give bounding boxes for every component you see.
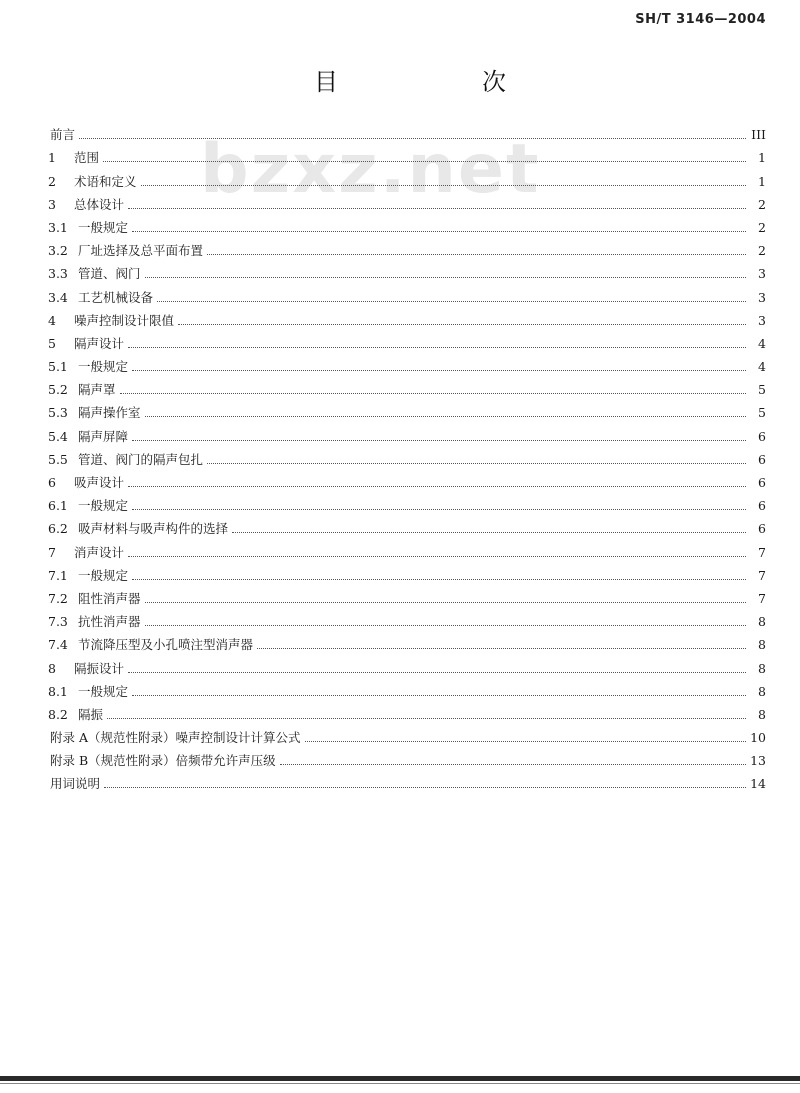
toc-entry[interactable] [48, 120, 766, 143]
toc-entry[interactable] [48, 700, 766, 723]
toc-entry-page: 5 [758, 382, 766, 398]
toc-entry[interactable] [48, 190, 766, 213]
toc-entry-page: 6 [758, 428, 766, 444]
toc-leader-dots [128, 671, 746, 673]
toc-leader-dots [128, 485, 746, 487]
toc-entry-number: 3.2 [48, 243, 68, 259]
toc-entry-page: III [751, 127, 766, 143]
toc-entry-number: 3.1 [48, 219, 68, 235]
toc-entry-title: 附录 A（规范性附录）噪声控制设计计算公式 [50, 730, 301, 746]
toc-leader-dots [132, 578, 746, 580]
toc-entry[interactable] [48, 143, 766, 166]
toc-leader-dots [120, 392, 746, 394]
toc-entry-title: 附录 B（规范性附录）倍频带允许声压级 [50, 753, 276, 769]
toc-leader-dots [103, 160, 746, 162]
toc-entry[interactable] [48, 514, 766, 537]
toc-entry-number: 5 [48, 335, 56, 351]
toc-leader-dots [132, 369, 746, 371]
toc-entry-number: 6 [48, 475, 56, 490]
toc-entry[interactable] [48, 398, 766, 421]
toc-entry-number: 8.2 [48, 706, 68, 722]
toc-entry-title: 隔振 [78, 706, 104, 722]
toc-entry-title: 隔声设计 [74, 335, 125, 351]
toc-entry-page: 4 [758, 359, 766, 375]
toc-entry-page: 1 [758, 150, 766, 166]
toc-entry-title: 消声设计 [74, 544, 125, 560]
toc-entry[interactable] [48, 723, 766, 746]
toc-entry-number: 7.3 [48, 614, 68, 630]
toc-entry-page: 6 [758, 451, 766, 467]
toc-entry-number: 5.2 [48, 382, 68, 398]
toc-entry-page: 2 [758, 219, 766, 235]
toc-entry[interactable] [48, 329, 766, 352]
toc-entry-title: 一般规定 [78, 498, 129, 514]
table-of-contents [48, 120, 766, 792]
toc-entry-title: 总体设计 [74, 196, 125, 212]
toc-leader-dots [128, 207, 746, 209]
toc-entry-page: 10 [750, 730, 766, 746]
toc-entry-page: 3 [758, 266, 766, 282]
toc-entry-title: 阻性消声器 [78, 590, 141, 606]
toc-entry-number: 3.3 [48, 266, 68, 282]
toc-entry-title: 吸声设计 [74, 475, 125, 490]
toc-entry-title: 工艺机械设备 [78, 289, 154, 305]
footer-rule-thin [0, 1083, 800, 1084]
toc-leader-dots [145, 415, 746, 417]
toc-leader-dots [257, 647, 746, 649]
toc-entry-title: 节流降压型及小孔喷注型消声器 [78, 637, 254, 653]
toc-entry-title: 噪声控制设计限值 [74, 312, 175, 328]
toc-leader-dots [132, 694, 746, 696]
toc-entry[interactable] [48, 166, 766, 189]
toc-entry[interactable] [48, 653, 766, 676]
toc-entry-title: 抗性消声器 [78, 614, 141, 630]
toc-entry-number: 7.1 [48, 567, 68, 583]
toc-entry[interactable] [48, 468, 766, 491]
toc-entry-page: 2 [758, 196, 766, 212]
toc-entry-title: 隔声屏障 [78, 428, 129, 444]
toc-leader-dots [145, 624, 746, 626]
toc-entry-title: 一般规定 [78, 567, 129, 583]
toc-entry-number: 5.5 [48, 451, 68, 467]
toc-entry-page: 7 [758, 544, 766, 560]
toc-entry-number: 7 [48, 544, 56, 560]
toc-entry-number: 6.1 [48, 498, 68, 514]
toc-entry-title: 一般规定 [78, 219, 129, 235]
toc-leader-dots [157, 300, 746, 302]
toc-entry-page: 8 [758, 683, 766, 699]
toc-leader-dots [104, 786, 746, 788]
toc-entry[interactable] [48, 445, 766, 468]
toc-entry[interactable] [48, 306, 766, 329]
toc-entry-title: 厂址选择及总平面布置 [78, 243, 204, 259]
toc-entry-number: 7.4 [48, 637, 68, 653]
toc-entry-page: 2 [758, 243, 766, 259]
toc-entry[interactable] [48, 607, 766, 630]
toc-leader-dots [141, 184, 746, 186]
toc-entry[interactable] [48, 491, 766, 514]
toc-entry-number: 1 [48, 150, 56, 166]
toc-entry-number: 4 [48, 312, 56, 328]
toc-entry-page: 8 [758, 706, 766, 722]
toc-entry-title: 隔声操作室 [78, 405, 141, 421]
toc-entry-number: 5.4 [48, 428, 68, 444]
footer-rule [0, 1076, 800, 1081]
page-title [0, 62, 800, 96]
toc-entry[interactable] [48, 375, 766, 398]
toc-entry-number: 3 [48, 196, 56, 212]
toc-entry-title: 管道、阀门的隔声包扎 [78, 451, 204, 467]
toc-leader-dots [132, 508, 746, 510]
toc-entry-page: 7 [758, 567, 766, 583]
toc-entry-number: 8.1 [48, 683, 68, 699]
toc-entry-page: 7 [758, 590, 766, 606]
toc-leader-dots [207, 253, 746, 255]
toc-leader-dots [107, 717, 746, 719]
toc-leader-dots [178, 323, 746, 325]
toc-leader-dots [128, 555, 746, 557]
toc-entry-number: 7.2 [48, 590, 68, 606]
toc-entry-number: 2 [48, 173, 56, 189]
toc-entry-number: 6.2 [48, 521, 68, 537]
toc-entry[interactable] [48, 537, 766, 560]
toc-leader-dots [128, 346, 746, 348]
toc-entry-number: 3.4 [48, 289, 68, 305]
toc-entry-title: 隔振设计 [74, 660, 125, 676]
toc-entry-title: 一般规定 [78, 683, 129, 699]
toc-entry[interactable] [48, 282, 766, 305]
toc-leader-dots [79, 137, 746, 139]
toc-entry-page: 1 [758, 173, 766, 189]
toc-entry-page: 3 [758, 312, 766, 328]
toc-entry[interactable] [48, 584, 766, 607]
toc-entry-title: 范围 [74, 150, 100, 166]
toc-leader-dots [280, 763, 746, 765]
toc-leader-dots [132, 230, 746, 232]
toc-leader-dots [207, 462, 746, 464]
toc-leader-dots [232, 531, 746, 533]
toc-entry-title: 隔声罩 [78, 382, 116, 398]
toc-entry[interactable] [48, 677, 766, 700]
toc-entry-page: 13 [750, 753, 766, 769]
toc-entry-page: 14 [750, 776, 766, 792]
toc-entry-number: 5.3 [48, 405, 68, 421]
toc-entry-title: 术语和定义 [74, 173, 137, 189]
toc-entry[interactable] [48, 259, 766, 282]
toc-entry[interactable] [48, 746, 766, 769]
toc-entry[interactable] [48, 352, 766, 375]
toc-entry[interactable] [48, 630, 766, 653]
watermark: bzxz.net [200, 130, 541, 209]
toc-entry-number: 8 [48, 660, 56, 676]
toc-entry-title: 一般规定 [78, 359, 129, 375]
toc-entry-number: 5.1 [48, 359, 68, 375]
toc-entry-page: 8 [758, 614, 766, 630]
toc-leader-dots [132, 439, 746, 441]
toc-entry-page: 8 [758, 660, 766, 676]
toc-entry-page: 4 [758, 335, 766, 351]
toc-leader-dots [145, 601, 746, 603]
toc-entry-title: 管道、阀门 [78, 266, 141, 282]
toc-entry-title: 吸声材料与吸声构件的选择 [78, 521, 229, 537]
toc-entry-page: 6 [758, 475, 766, 490]
toc-entry[interactable] [48, 213, 766, 236]
toc-entry-title: 前言 [50, 127, 76, 143]
toc-leader-dots [145, 276, 746, 278]
toc-entry[interactable] [48, 561, 766, 584]
title-char-2: 次 [482, 68, 506, 96]
toc-entry-page: 8 [758, 637, 766, 653]
toc-entry-title: 用词说明 [50, 776, 101, 792]
toc-entry-page: 5 [758, 405, 766, 421]
toc-entry-page: 3 [758, 289, 766, 305]
toc-leader-dots [305, 740, 746, 742]
toc-entry[interactable] [48, 769, 766, 792]
toc-entry[interactable] [48, 421, 766, 444]
toc-entry-page: 6 [758, 498, 766, 514]
title-char-1: 目 [314, 68, 338, 96]
standard-code: SH/T 3146—2004 [635, 12, 766, 27]
toc-entry[interactable] [48, 236, 766, 259]
toc-entry-page: 6 [758, 521, 766, 537]
